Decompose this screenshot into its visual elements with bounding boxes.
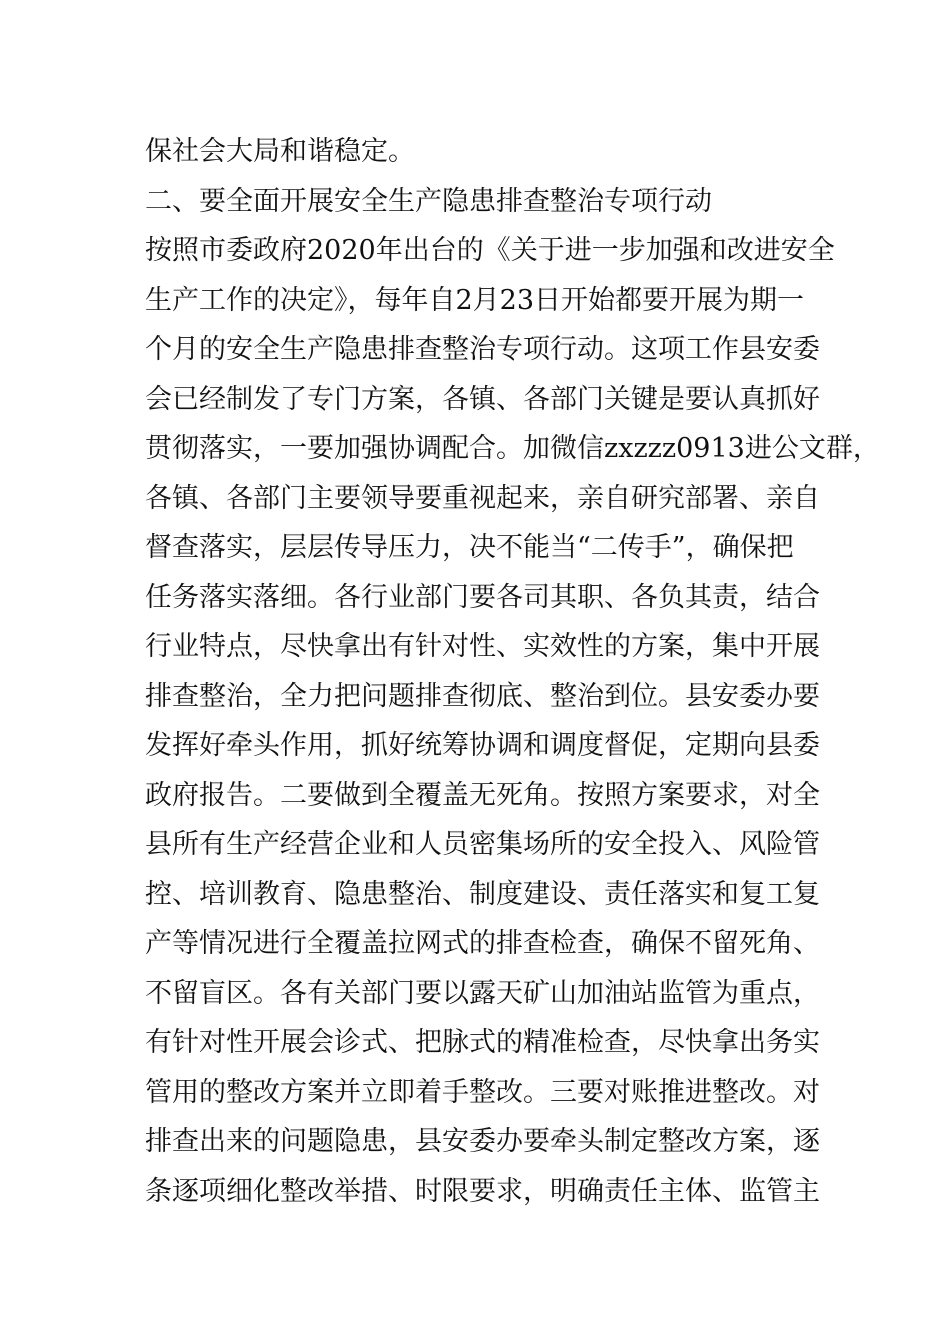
text-line: 按照市委政府2020年出台的《关于进一步加强和改进安全	[145, 235, 835, 266]
text-line: 控、培训教育、隐患整治、制度建设、责任落实和复工复	[145, 878, 820, 910]
text-line: 县所有生产经营企业和人员密集场所的安全投入、风险管	[145, 829, 820, 860]
text-line: 行业特点，尽快拿出有针对性、实效性的方案，集中开展	[145, 631, 820, 662]
text-line: 各镇、各部门主要领导要重视起来，亲自研究部署、亲自	[145, 482, 820, 514]
text-line: 条逐项细化整改举措、时限要求，明确责任主体、监管主	[145, 1175, 820, 1207]
text-line: 排查整治，全力把问题排查彻底、整治到位。县安委办要	[145, 680, 820, 712]
text-line: 贯彻落实，一要加强协调配合。加微信zxzzz0913进公文群，	[145, 433, 880, 464]
text-line: 会已经制发了专门方案，各镇、各部门关键是要认真抓好	[145, 383, 820, 415]
text-line: 发挥好牵头作用，抓好统筹协调和调度督促，定期向县委	[145, 730, 820, 761]
text-line: 排查出来的问题隐患，县安委办要牵头制定整改方案，逐	[145, 1126, 820, 1157]
section-heading: 二、要全面开展安全生产隐患排查整治专项行动	[145, 185, 712, 217]
text-line: 有针对性开展会诊式、把脉式的精准检查，尽快拿出务实	[145, 1027, 820, 1058]
text-line: 个月的安全生产隐患排查整治专项行动。这项工作县安委	[145, 334, 820, 365]
text-line: 管用的整改方案并立即着手整改。三要对账推进整改。对	[145, 1076, 820, 1108]
text-line: 不留盲区。各有关部门要以露天矿山加油站监管为重点，	[145, 977, 820, 1009]
text-line: 生产工作的决定》，每年自2月23日开始都要开展为期一	[145, 284, 805, 316]
text-line: 督查落实，层层传导压力，决不能当“二传手”，确保把	[145, 532, 794, 563]
text-line: 保社会大局和谐稳定。	[145, 136, 415, 167]
text-line: 任务落实落细。各行业部门要各司其职、各负其责，结合	[145, 581, 820, 613]
body-text	[145, 127, 880, 1216]
text-line: 政府报告。二要做到全覆盖无死角。按照方案要求，对全	[145, 779, 820, 811]
text-line: 产等情况进行全覆盖拉网式的排查检查，确保不留死角、	[145, 928, 820, 959]
